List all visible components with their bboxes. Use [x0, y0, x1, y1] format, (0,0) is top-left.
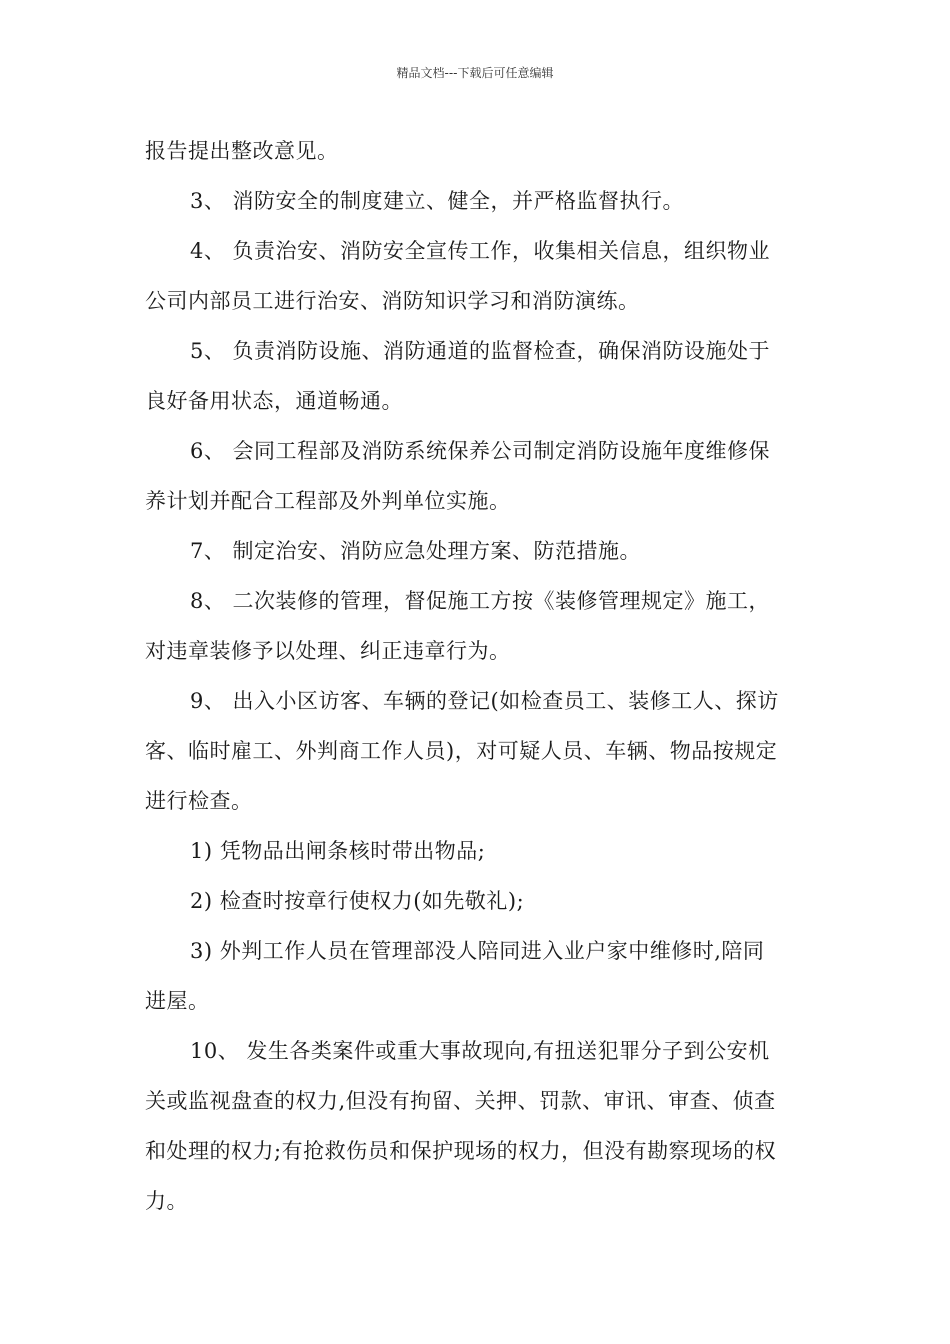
paragraph-line: 力。 [145, 1189, 188, 1213]
paragraph-line: 公司内部员工进行治安、消防知识学习和消防演练。 [145, 289, 640, 313]
page-header: 精品文档---下载后可任意编辑 [396, 66, 554, 80]
paragraph-line: 进屋。 [145, 989, 210, 1013]
paragraph-line: 10、 发生各类案件或重大事故现向,有扭送犯罪分子到公安机 [190, 1039, 770, 1063]
paragraph-line: 8、 二次装修的管理，督促施工方按《装修管理规定》施工， [190, 589, 771, 613]
list-item: 2) 检查时按章行使权力(如先敬礼); [190, 889, 525, 913]
paragraph-line: 4、 负责治安、消防安全宣传工作，收集相关信息，组织物业 [190, 239, 771, 263]
paragraph-line: 3、 消防安全的制度建立、健全，并严格监督执行。 [190, 189, 685, 213]
paragraph-line: 9、 出入小区访客、车辆的登记(如检查员工、装修工人、探访 [190, 689, 779, 713]
paragraph-line: 6、 会同工程部及消防系统保养公司制定消防设施年度维修保 [190, 439, 771, 463]
paragraph-line: 7、 制定治安、消防应急处理方案、防范措施。 [190, 539, 642, 563]
paragraph-line: 养计划并配合工程部及外判单位实施。 [145, 489, 511, 513]
paragraph-line: 关或监视盘查的权力,但没有拘留、关押、罚款、审讯、审查、侦查 [145, 1089, 776, 1113]
paragraph-line: 进行检查。 [145, 789, 253, 813]
list-item: 3) 外判工作人员在管理部没人陪同进入业户家中维修时,陪同 [190, 939, 765, 963]
list-item: 1) 凭物品出闸条核时带出物品; [190, 839, 486, 863]
paragraph-line: 良好备用状态，通道畅通。 [145, 389, 403, 413]
paragraph-line: 报告提出整改意见。 [145, 139, 339, 163]
paragraph-line: 5、 负责消防设施、消防通道的监督检查，确保消防设施处于 [190, 339, 771, 363]
paragraph-line: 和处理的权力;有抢救伤员和保护现场的权力，但没有勘察现场的权 [145, 1139, 777, 1163]
paragraph-line: 客、临时雇工、外判商工作人员)，对可疑人员、车辆、物品按规定 [145, 739, 778, 763]
paragraph-line: 对违章装修予以处理、纠正违章行为。 [145, 639, 511, 663]
